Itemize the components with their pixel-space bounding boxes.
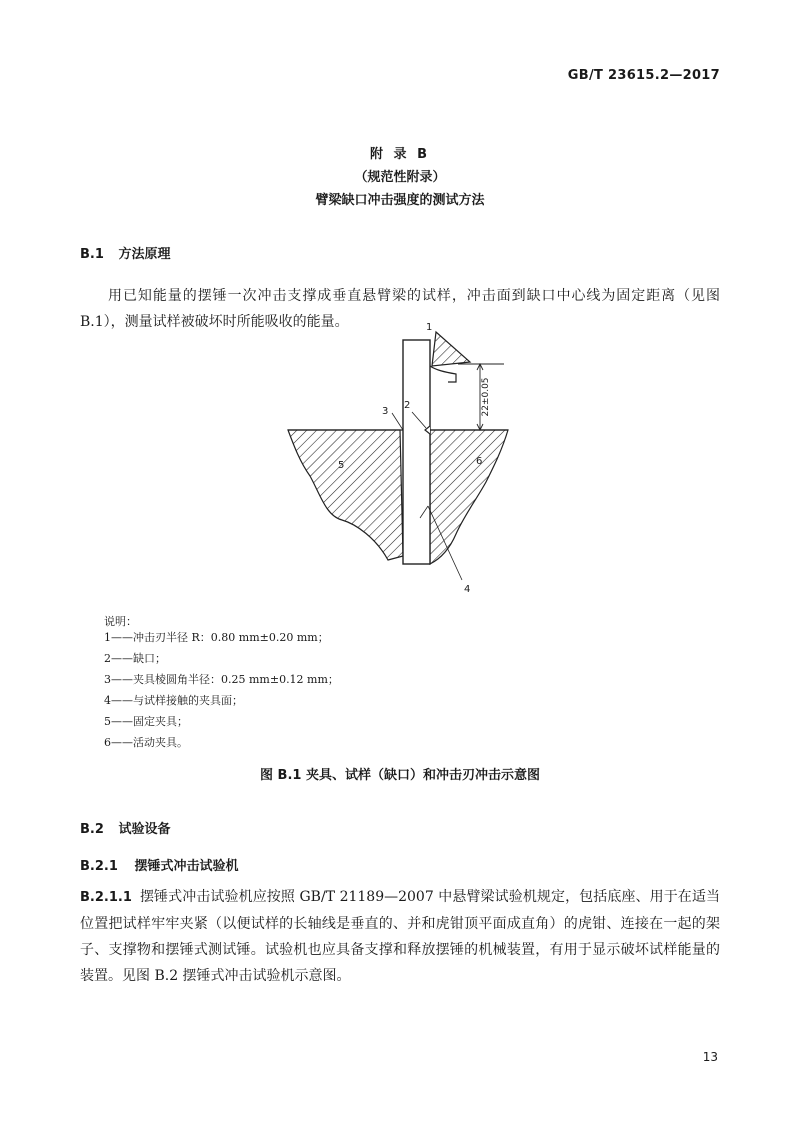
movable-clamp — [430, 430, 508, 564]
legend-item: 3——夹具棱圆角半径：0.25 mm±0.12 mm； — [104, 673, 339, 686]
section-number: B.2 — [80, 822, 104, 837]
appendix-title: 附 录 B — [370, 147, 430, 162]
legend-item: 4——与试样接触的夹具面； — [104, 694, 243, 707]
section-b2-heading — [80, 818, 171, 837]
striker — [432, 332, 470, 366]
figure-legend — [104, 627, 624, 753]
section-title: 试验设备 — [118, 822, 171, 837]
figure-label-4: 4 — [464, 584, 471, 595]
clause-number: B.2.1.1 — [80, 890, 132, 905]
section-title: 方法原理 — [118, 247, 171, 262]
figure-b1-diagram — [280, 318, 520, 600]
figure-label-1: 1 — [426, 322, 433, 333]
appendix-type: （规范性附录） — [354, 170, 446, 185]
section-number: B.1 — [80, 247, 104, 262]
figure-label-6: 6 — [476, 456, 483, 467]
fixed-clamp — [288, 430, 403, 560]
b211-paragraph — [80, 884, 720, 989]
standard-number: GB/T 23615.2—2017 — [567, 68, 720, 83]
figure-label-2: 2 — [404, 400, 411, 411]
section-b21-heading — [80, 855, 239, 874]
legend-item: 6——活动夹具。 — [104, 736, 188, 749]
clause-text: 摆锤式冲击试验机应按照 GB/T 21189—2007 中悬臂梁试验机规定，包括底座、用于在适当位置把试样牢牢夹紧（以便试样的长轴线是垂直的、并和虎钳顶平面成直角）的虎钳、连接在一起的架子、支撑物和摆锤式测试锤。试验机也应具备支撑和释放摆锤的机械装置，有用于显示破坏试样能量的装置。见图 B.2 摆锤式冲击试验机示意图。 — [80, 889, 720, 984]
legend-title: 说明： — [104, 615, 137, 628]
legend-item: 1——冲击刃半径 R：0.80 mm±0.20 mm； — [104, 631, 329, 644]
legend-item: 2——缺口； — [104, 652, 166, 665]
appendix-name: 臂梁缺口冲击强度的测试方法 — [315, 193, 485, 208]
dimension-label: 22±0.05 — [481, 377, 491, 417]
section-title: 摆锤式冲击试验机 — [134, 859, 239, 874]
section-number: B.2.1 — [80, 859, 118, 874]
figure-caption: 图 B.1 夹具、试样（缺口）和冲击刃冲击示意图 — [260, 768, 540, 783]
section-b1-heading — [80, 243, 171, 262]
b1-paragraph: 用已知能量的摆锤一次冲击支撑成垂直悬臂梁的试样，冲击面到缺口中心线为固定距离（见图 B.1），测量试样被破坏时所能吸收的能量。 — [80, 288, 720, 330]
legend-item: 5——固定夹具； — [104, 715, 188, 728]
figure-label-3: 3 — [382, 406, 389, 417]
specimen — [403, 340, 430, 564]
page-number: 13 — [702, 1050, 718, 1064]
figure-label-5: 5 — [338, 460, 345, 471]
